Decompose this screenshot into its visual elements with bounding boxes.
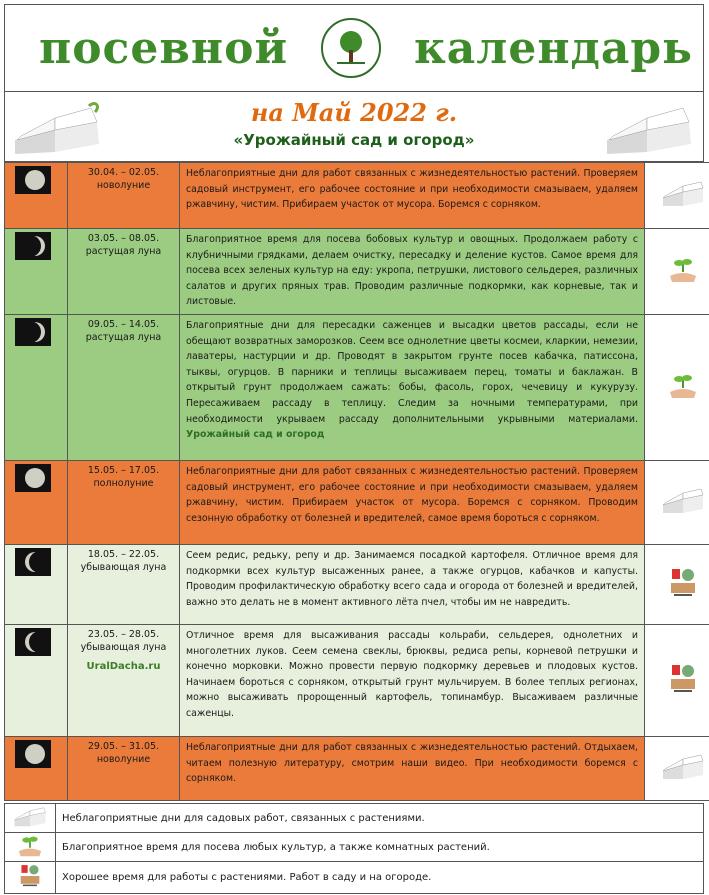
date-cell (68, 229, 180, 315)
description-cell: Отличное время для высаживания рассады кольраби, сельдерея, однолетних и многолетних луков. Сеем семена свеклы, брюквы, редиса репы, корневой петрушки и конечно морковки. Можно провести первую подкормку деревьев и плодовых кустов. Начинаем бороться с сорняком, открытый грунт мульчируем. В более теплых регионах, можно высаживать пророщенный картофель, топинамбур. Высаживаем различные саженцы. (180, 625, 645, 737)
date-range: 15.05. – 17.05. (87, 465, 160, 476)
sprout-icon (645, 315, 709, 461)
open-book-icon (603, 100, 695, 156)
waning-moon-icon (15, 548, 51, 576)
waxing-moon-icon (15, 232, 51, 260)
sprout-icon (5, 833, 56, 862)
description-cell: Неблагоприятные дни для работ связанных с жизнедеятельностью растений. Проверяем садовый инструмент, его рабочее состояние и при необходимости смазываем, удаляем ржавчину, чистим. Прибираем участок от мусора. Боремся с сорняком. (180, 163, 645, 229)
moon-phase: полнолуние (93, 478, 154, 489)
table-row (5, 163, 709, 229)
garden-tools-icon (645, 545, 709, 625)
book-icon (645, 461, 709, 545)
watermark: Урожайный сад и огород (186, 429, 325, 441)
date-range: 29.05. – 31.05. (87, 741, 160, 752)
full-moon-icon (15, 740, 51, 768)
date-cell (68, 163, 180, 229)
garden-tools-icon (5, 862, 56, 894)
description-cell (180, 315, 645, 461)
full-moon-icon (15, 464, 51, 492)
moon-phase: растущая луна (85, 246, 162, 257)
subtitle: «Урожайный сад и огород» (233, 131, 475, 149)
description-cell: Неблагоприятные дни для работ связанных с жизнедеятельностью растений. Проверяем садовый инструмент, его рабочее состояние и при необходимости смазываем, удаляем ржавчину, чистим. Прибираем участок от мусора. Боремся с сорняком. Проводим сезонную обработку от болезней и вредителей, самое время бороться с сорняком. (180, 461, 645, 545)
legend-text: Неблагоприятные дни для садовых работ, связанных с растениями. (56, 804, 704, 833)
moon-cell (5, 461, 68, 545)
date-range: 23.05. – 28.05. (87, 629, 160, 640)
table-row (5, 737, 709, 801)
moon-cell (5, 315, 68, 461)
calendar-table (4, 162, 709, 801)
waxing-moon-icon (15, 318, 51, 346)
description-text: Благоприятные дни для пересадки саженцев и высадки цветов рассады, если не обещают возвратных заморозков. Сеем все однолетние цветы космеи, кларкии, немезии, лаватеры, настурции и др. Проводят в закрытом грунте посев кабачка, патиссона, тыквы, огурцов. В парники и теплицы высаживаем перец, томаты и баклажан. В открытый грунт продолжаем сажать: бобы, фасоль, горох, чечевицу и кукурузу. Пересаживаем рассаду в теплицу. Следим за ночными температурами, при необходимости укрываем рассаду дополнительными укрывными материалами. (186, 320, 638, 425)
moon-phase: новолуние (96, 180, 151, 191)
legend-text: Хорошее время для работы с растениями. Работ в саду и на огороде. (56, 862, 704, 894)
description-cell: Благоприятное время для посева бобовых культур и овощных. Продолжаем работу с клубничными грядками, делаем очистку, пересадку и деление кустов. Самое время для посева всех зеленых культур на еду: укропа, петрушки, листового сельдерея, различных салатов и других пряных трав. Проводим различные подкормки, как корневые, так и листовые. (180, 229, 645, 315)
description-cell: Неблагоприятные дни для работ связанных с жизнедеятельностью растений. Отдыхаем, читаем полезную литературу, смотрим наши видео. При необходимости боремся с сорняком. (180, 737, 645, 801)
waning-moon-icon (15, 628, 51, 656)
description-cell: Сеем редис, редьку, репу и др. Занимаемся посадкой картофеля. Отличное время для подкормки всех культур высаженных ранее, а также огурцов, кабачков и капусты. Проводим профилактическую обработку всего сада и огорода от болезней и вредителей, важно это делать не в момент активного лёта пчел, чтобы им не навредить. (180, 545, 645, 625)
moon-cell (5, 163, 68, 229)
date-range: 30.04. – 02.05. (87, 167, 160, 178)
month-heading: на Май 2022 г. (250, 98, 458, 127)
moon-cell (5, 229, 68, 315)
moon-phase: новолуние (96, 754, 151, 765)
moon-phase: убывающая луна (80, 562, 167, 573)
moon-phase: убывающая луна (80, 642, 167, 653)
title-left: посевной (39, 22, 289, 74)
tree-logo-icon (321, 18, 381, 78)
sprout-icon (645, 229, 709, 315)
date-range: 18.05. – 22.05. (87, 549, 160, 560)
date-range: 09.05. – 14.05. (87, 319, 160, 330)
moon-phase: растущая луна (85, 332, 162, 343)
date-cell (68, 545, 180, 625)
subtitle-row (4, 92, 704, 162)
site-label: UralDacha.ru (86, 661, 161, 672)
legend-text: Благоприятное время для посева любых культур, а также комнатных растений. (56, 833, 704, 862)
date-cell (68, 737, 180, 801)
legend-row (5, 804, 704, 833)
book-icon (5, 804, 56, 833)
date-cell (68, 315, 180, 461)
moon-cell (5, 625, 68, 737)
table-row (5, 229, 709, 315)
garden-tools-icon (645, 625, 709, 737)
legend-row (5, 833, 704, 862)
book-icon (645, 737, 709, 801)
title-row (4, 4, 704, 92)
legend-row (5, 862, 704, 894)
book-icon (645, 163, 709, 229)
moon-cell (5, 545, 68, 625)
open-book-icon (11, 100, 103, 156)
full-moon-icon (15, 166, 51, 194)
title-right: календарь (414, 22, 693, 74)
table-row (5, 625, 709, 737)
date-range: 03.05. – 08.05. (87, 233, 160, 244)
table-row (5, 545, 709, 625)
date-cell (68, 461, 180, 545)
table-row (5, 461, 709, 545)
table-row (5, 315, 709, 461)
moon-cell (5, 737, 68, 801)
date-cell (68, 625, 180, 737)
legend-table (4, 803, 704, 894)
